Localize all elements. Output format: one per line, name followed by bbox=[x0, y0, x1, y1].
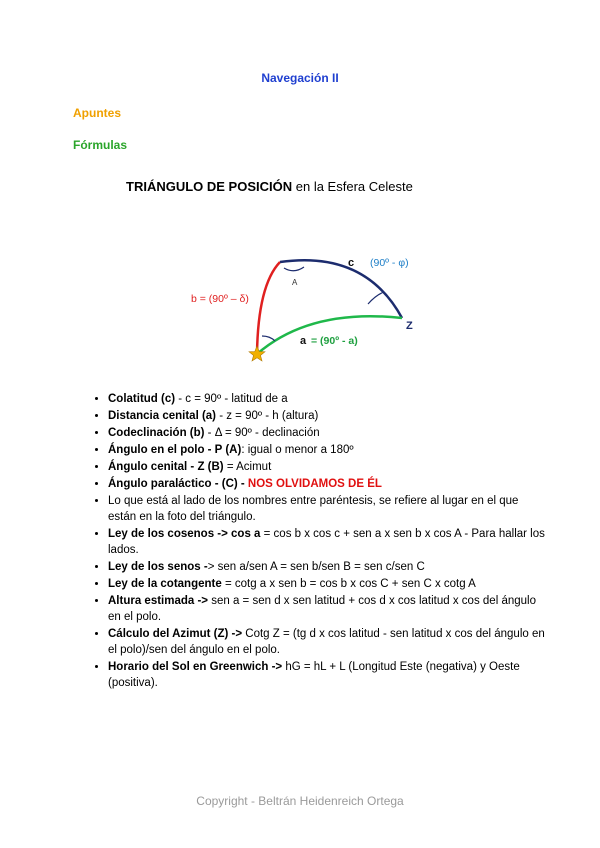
figure-title-strong: TRIÁNGULO DE POSICIÓN bbox=[126, 179, 293, 194]
list-item: • Ángulo en el polo - P (A): igual o menor a 180º bbox=[108, 442, 548, 458]
list-item: • Ángulo cenital - Z (B) = Acimut bbox=[108, 459, 548, 475]
list-item: • Altura estimada -> sen a = sen d x sen latitud + cos d x cos latitud x cos del ángulo en el polo. bbox=[108, 593, 548, 625]
label-c: c bbox=[348, 257, 355, 269]
highlight-red: NOS OLVIDAMOS DE ÉL bbox=[244, 478, 382, 490]
section-formulas: Fórmulas bbox=[73, 138, 128, 152]
angle-A-mark bbox=[284, 267, 304, 271]
list-item: • Ley de los cosenos -> cos a = cos b x cos c + sen a x sen b x cos A - Para hallar los lados. bbox=[108, 526, 548, 558]
copyright-footer: Copyright - Beltrán Heidenreich Ortega bbox=[196, 794, 404, 808]
figure-title-rest: en la Esfera Celeste bbox=[295, 179, 413, 194]
angle-Z-mark bbox=[368, 292, 384, 304]
label-Z: Z bbox=[406, 320, 413, 332]
figure-title bbox=[126, 179, 413, 194]
angle-star-mark bbox=[262, 336, 275, 341]
label-b: b = (90º – δ) bbox=[191, 293, 249, 305]
section-apuntes: Apuntes bbox=[73, 106, 121, 120]
label-a: a bbox=[300, 335, 307, 347]
list-item: • Distancia cenital (a) - z = 90º - h (altura) bbox=[108, 408, 548, 424]
list-item: • Codeclinación (b) - Δ = 90º - declinación bbox=[108, 425, 548, 441]
formula-list bbox=[85, 391, 548, 692]
list-item: • Ley de la cotangente = cotg a x sen b = cos b x cos C + sen C x cotg A bbox=[108, 576, 548, 592]
list-item: • Colatitud (c) - c = 90º - latitud de a bbox=[108, 391, 548, 407]
list-item: • Cálculo del Azimut (Z) -> Cotg Z = (tg d x cos latitud - sen latitud x cos del ángulo en el polo)/sen del ángulo en el polo. bbox=[108, 626, 548, 658]
label-c-value: (90º - φ) bbox=[370, 257, 409, 269]
label-a-value: = (90º - a) bbox=[311, 335, 358, 347]
label-A: A bbox=[292, 278, 298, 287]
position-triangle-diagram bbox=[180, 240, 440, 370]
list-item: • Horario del Sol en Greenwich -> hG = hL + L (Longitud Este (negativa) y Oeste (positiva). bbox=[108, 659, 548, 691]
list-item: • Ángulo paraláctico - (C) - NOS OLVIDAMOS DE ÉL bbox=[108, 476, 548, 492]
list-item: • Lo que está al lado de los nombres entre paréntesis, se refiere al lugar en el que están en la foto del triángulo. bbox=[108, 493, 548, 525]
page-title: Navegación II bbox=[261, 71, 339, 85]
list-item: • Ley de los senos -> sen a/sen A = sen b/sen B = sen c/sen C bbox=[108, 559, 548, 575]
